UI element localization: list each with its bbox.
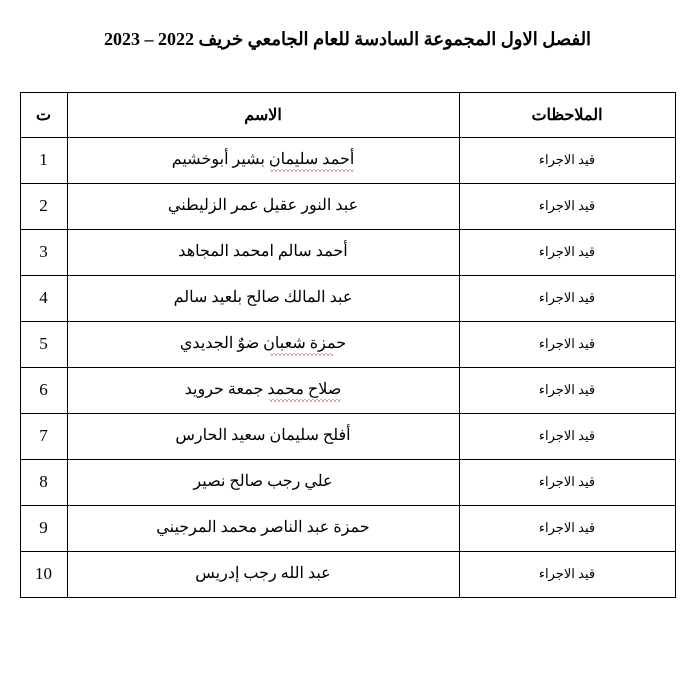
column-header-number: ت — [20, 92, 67, 137]
table-row — [20, 459, 675, 505]
cell-number: 8 — [20, 459, 67, 505]
student-name: علي رجب صالح نصير — [193, 473, 333, 491]
cell-notes: قيد الاجراء — [459, 459, 675, 505]
student-name: صلاح محمد جمعة حرويد — [185, 379, 342, 401]
table-header — [20, 92, 675, 137]
cell-notes: قيد الاجراء — [459, 413, 675, 459]
cell-notes: قيد الاجراء — [459, 551, 675, 597]
table-row — [20, 551, 675, 597]
roster-table-container — [20, 92, 675, 598]
cell-number: 7 — [20, 413, 67, 459]
student-name: عبد الله رجب إدريس — [195, 565, 331, 583]
table-row — [20, 229, 675, 275]
roster-table — [20, 92, 676, 598]
student-name: حمزة عبد الناصر محمد المرجيني — [156, 519, 370, 537]
cell-name — [67, 367, 459, 413]
table-body — [20, 137, 675, 597]
table-row — [20, 321, 675, 367]
cell-number: 3 — [20, 229, 67, 275]
cell-name — [67, 551, 459, 597]
cell-number: 5 — [20, 321, 67, 367]
cell-name — [67, 459, 459, 505]
cell-name — [67, 137, 459, 183]
student-name: حمزة شعبان ضوٌ الجديدي — [180, 333, 346, 355]
cell-name — [67, 505, 459, 551]
cell-number: 10 — [20, 551, 67, 597]
cell-number: 4 — [20, 275, 67, 321]
table-row — [20, 505, 675, 551]
cell-name — [67, 413, 459, 459]
column-header-name: الاسم — [67, 92, 459, 137]
cell-number: 2 — [20, 183, 67, 229]
cell-name — [67, 275, 459, 321]
document-page — [0, 26, 695, 698]
cell-notes: قيد الاجراء — [459, 183, 675, 229]
table-row — [20, 367, 675, 413]
student-name: أحمد سليمان بشير أبوخشيم — [172, 149, 355, 171]
student-name: أحمد سالم امحمد المجاهد — [178, 243, 348, 261]
table-row — [20, 137, 675, 183]
student-name: عبد النور عقيل عمر الزليطني — [167, 197, 359, 215]
cell-number: 1 — [20, 137, 67, 183]
cell-notes: قيد الاجراء — [459, 505, 675, 551]
table-header-row — [20, 92, 675, 137]
cell-name — [67, 321, 459, 367]
cell-notes: قيد الاجراء — [459, 229, 675, 275]
student-name: أفلح سليمان سعيد الحارس — [175, 427, 351, 445]
cell-notes: قيد الاجراء — [459, 367, 675, 413]
cell-notes: قيد الاجراء — [459, 321, 675, 367]
cell-notes: قيد الاجراء — [459, 275, 675, 321]
table-row — [20, 183, 675, 229]
page-title: الفصل الاول المجموعة السادسة للعام الجامعي خريف 2022 – 2023 — [103, 29, 592, 49]
table-row — [20, 413, 675, 459]
cell-notes: قيد الاجراء — [459, 137, 675, 183]
table-row — [20, 275, 675, 321]
cell-name — [67, 229, 459, 275]
cell-name — [67, 183, 459, 229]
cell-number: 6 — [20, 367, 67, 413]
cell-number: 9 — [20, 505, 67, 551]
student-name: عبد المالك صالح بلعيد سالم — [173, 289, 353, 307]
column-header-notes: الملاحظات — [459, 92, 675, 137]
